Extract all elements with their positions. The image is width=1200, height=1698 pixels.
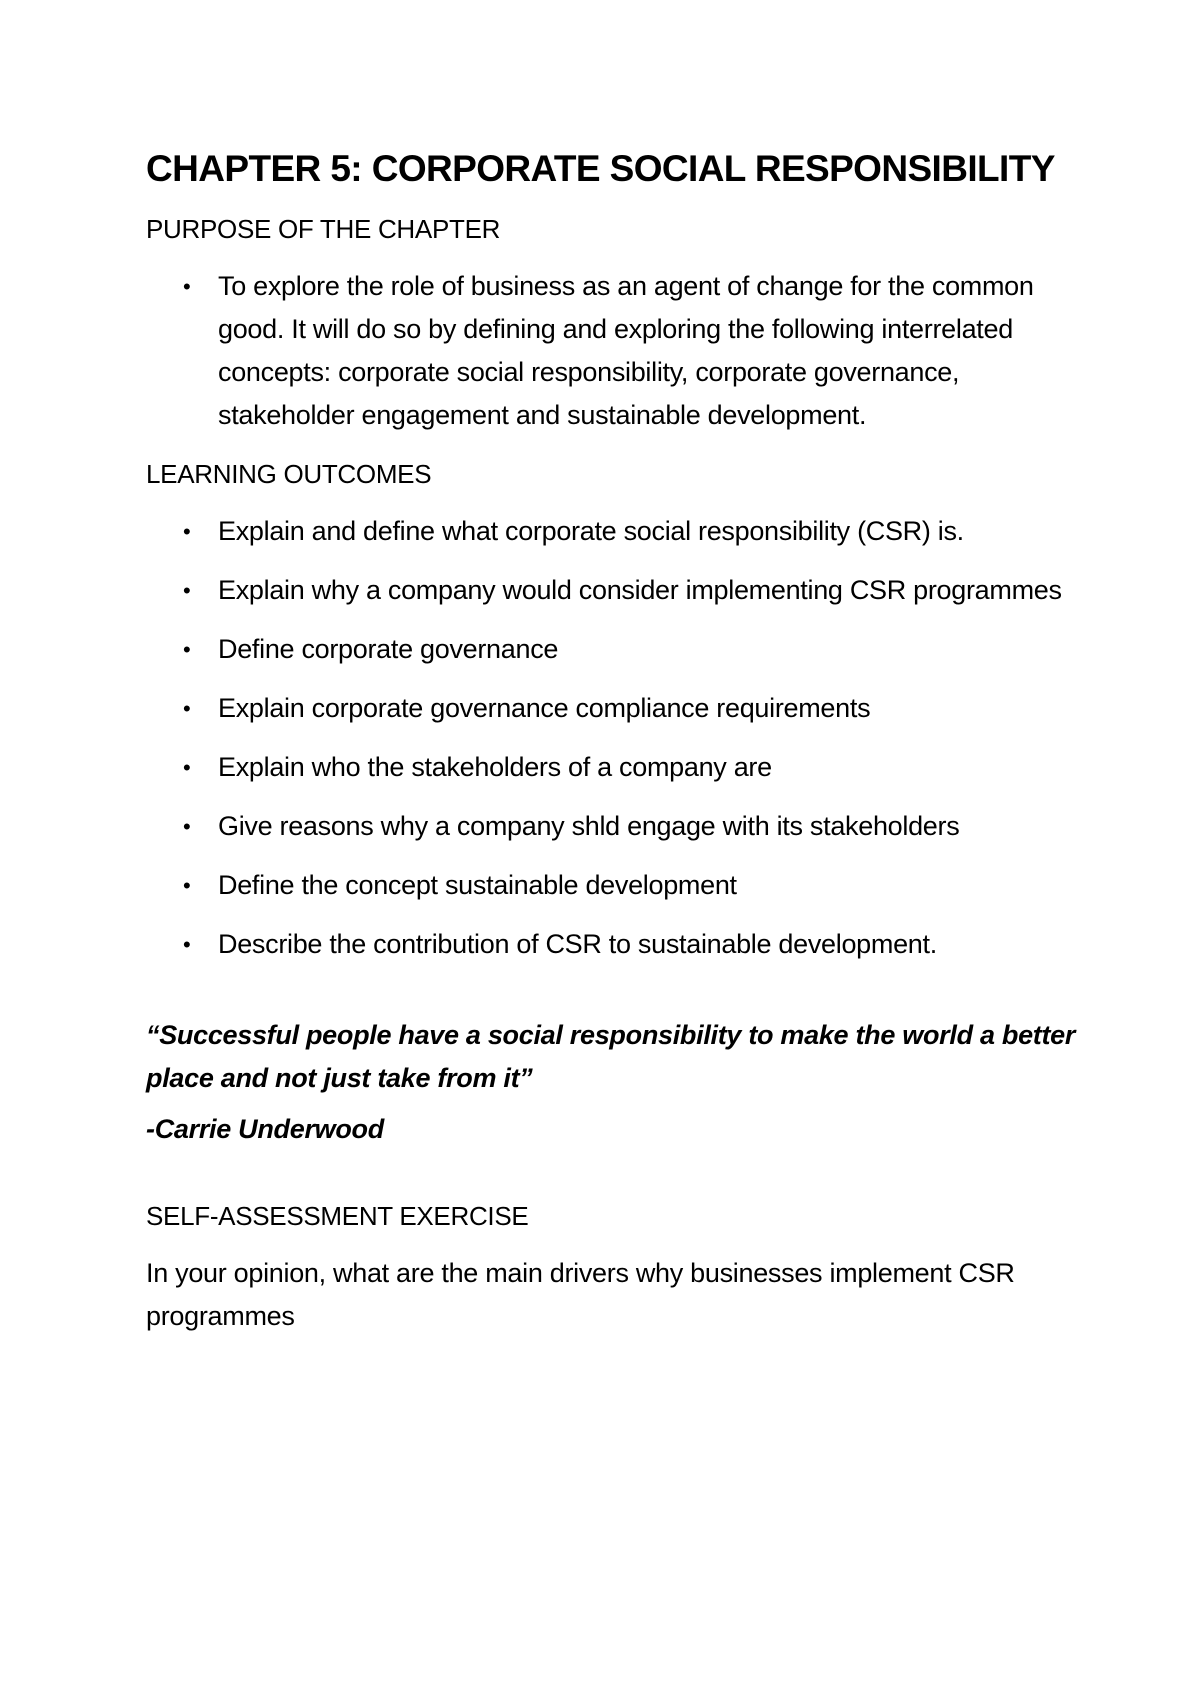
purpose-item-text: To explore the role of business as an agent of change for the common good. It will do so by defining and exploring the following interrelated concepts: corporate social responsibility, corporate governance, stakeholder engagement and sustainable development.: [218, 271, 1034, 430]
purpose-list: [146, 265, 1096, 437]
learning-outcomes-list: [146, 510, 1096, 966]
outcome-text: Give reasons why a company shld engage with its stakeholders: [218, 811, 960, 841]
quote-author: -Carrie Underwood: [146, 1114, 384, 1144]
list-item: [146, 805, 1096, 848]
bullet-icon: •: [183, 519, 191, 544]
bullet-icon: •: [183, 274, 191, 299]
bullet-icon: •: [183, 696, 191, 721]
chapter-title: CHAPTER 5: CORPORATE SOCIAL RESPONSIBILITY: [146, 148, 1055, 189]
list-item: [146, 687, 1096, 730]
bullet-icon: •: [183, 578, 191, 603]
outcome-text: Explain who the stakeholders of a company are: [218, 752, 772, 782]
bullet-icon: •: [183, 932, 191, 957]
list-item: [146, 569, 1096, 612]
outcome-text: Explain and define what corporate social responsibility (CSR) is.: [218, 516, 964, 546]
list-item: [146, 923, 1096, 966]
self-assessment-question: In your opinion, what are the main drivers why businesses implement CSR programmes: [146, 1258, 1015, 1331]
bullet-icon: •: [183, 814, 191, 839]
purpose-heading: PURPOSE OF THE CHAPTER: [146, 214, 501, 244]
document-page: [146, 148, 1096, 1338]
quote-text: “Successful people have a social responsibility to make the world a better place and not just take from it”: [146, 1020, 1076, 1093]
bullet-icon: •: [183, 755, 191, 780]
list-item: [146, 864, 1096, 907]
bullet-icon: •: [183, 637, 191, 662]
list-item: [146, 746, 1096, 789]
learning-outcomes-heading: LEARNING OUTCOMES: [146, 459, 432, 489]
outcome-text: Describe the contribution of CSR to sustainable development.: [218, 929, 937, 959]
outcome-text: Define the concept sustainable development: [218, 870, 737, 900]
outcome-text: Explain why a company would consider implementing CSR programmes: [218, 575, 1062, 605]
list-item: [146, 628, 1096, 671]
outcome-text: Explain corporate governance compliance requirements: [218, 693, 871, 723]
outcome-text: Define corporate governance: [218, 634, 559, 664]
self-assessment-heading: SELF-ASSESSMENT EXERCISE: [146, 1201, 529, 1231]
list-item: [146, 265, 1096, 437]
bullet-icon: •: [183, 873, 191, 898]
list-item: [146, 510, 1096, 553]
